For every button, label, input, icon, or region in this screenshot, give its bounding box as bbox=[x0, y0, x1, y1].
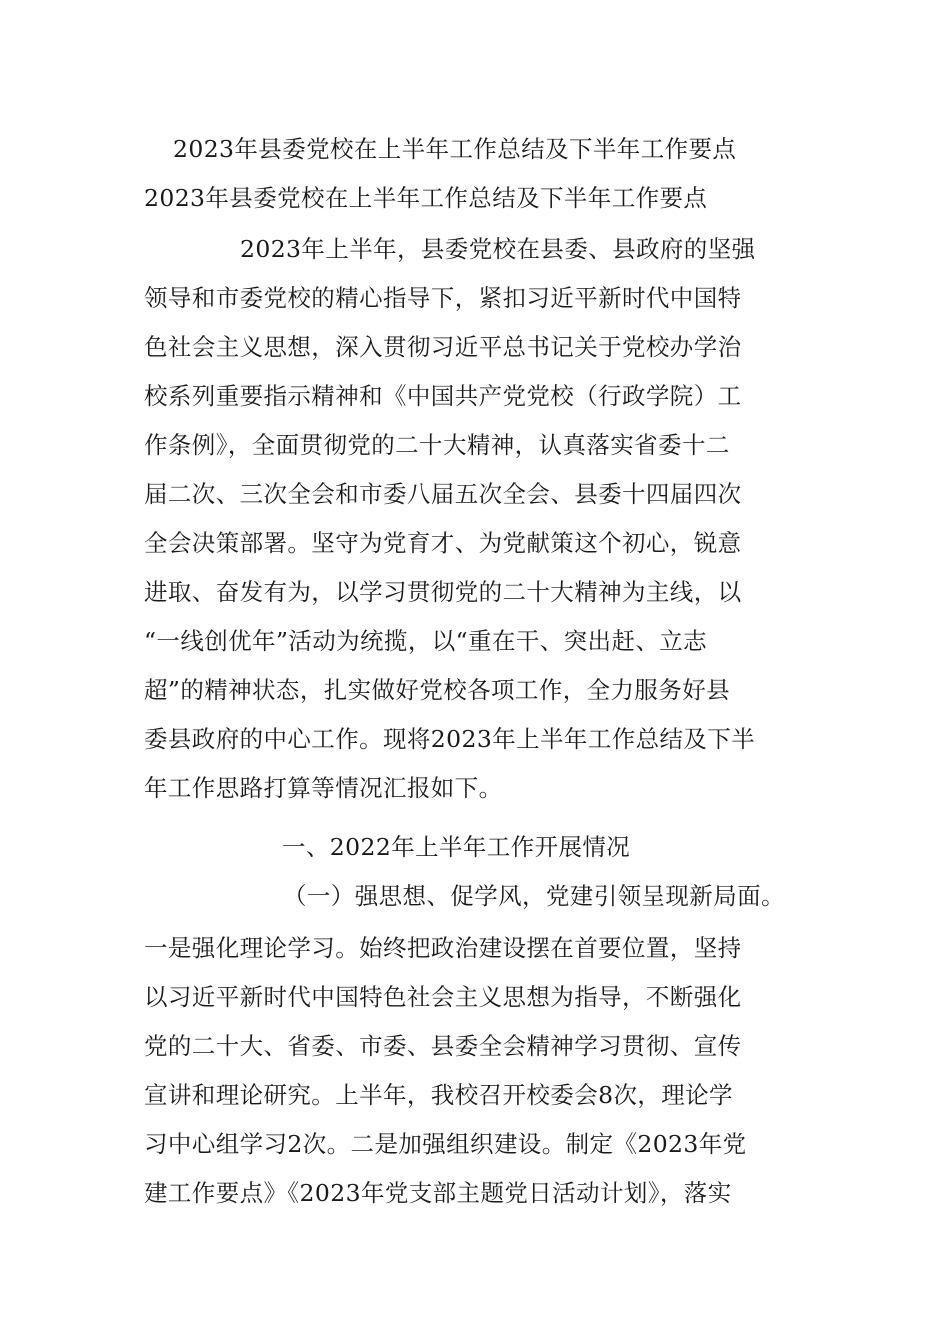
intro-paragraph-line: 届二次、三次全会和市委八届五次全会、县委十四届四次 bbox=[144, 480, 742, 508]
section-paragraph-line: 党的二十大、省委、市委、县委全会精神学习贯彻、宣传 bbox=[144, 1032, 742, 1060]
section-paragraph-line: 一是强化理论学习。始终把政治建设摆在首要位置，坚持 bbox=[144, 934, 742, 962]
intro-paragraph-line: “一线创优年”活动为统揽，以“重在干、突出赶、立志 bbox=[144, 627, 708, 655]
intro-paragraph-line: 作条例》，全面贯彻党的二十大精神，认真落实省委十二 bbox=[144, 431, 730, 459]
intro-paragraph-line: 校系列重要指示精神和《中国共产党党校（行政学院）工 bbox=[144, 382, 742, 410]
intro-paragraph-line: 年工作思路打算等情况汇报如下。 bbox=[144, 774, 503, 802]
section-paragraph-line: 建工作要点》《2023年党支部主题党日活动计划》，落实 bbox=[144, 1179, 732, 1207]
intro-paragraph-line: 领导和市委党校的精心指导下，紧扣习近平新时代中国特 bbox=[144, 284, 742, 312]
intro-paragraph-line: 进取、奋发有为，以学习贯彻党的二十大精神为主线，以 bbox=[144, 578, 742, 606]
section-paragraph-line: 宣讲和理论研究。上半年，我校召开校委会8次，理论学 bbox=[144, 1081, 733, 1109]
intro-paragraph-line: 全会决策部署。坚守为党育才、为党献策这个初心，锐意 bbox=[144, 529, 742, 557]
document-title-repeat: 2023年县委党校在上半年工作总结及下半年工作要点 bbox=[144, 184, 708, 212]
intro-paragraph-line: 委县政府的中心工作。现将2023年上半年工作总结及下半 bbox=[144, 725, 756, 753]
section-heading: 一、2022年上半年工作开展情况 bbox=[282, 833, 631, 861]
intro-paragraph-line: 色社会主义思想，深入贯彻习近平总书记关于党校办学治 bbox=[144, 333, 742, 361]
subsection-heading: （一）强思想、促学风，党建引领呈现新局面。 bbox=[283, 882, 785, 910]
section-paragraph-line: 习中心组学习2次。二是加强组织建设。制定《2023年党 bbox=[144, 1130, 747, 1158]
intro-paragraph-line: 超”的精神状态，扎实做好党校各项工作，全力服务好县 bbox=[144, 676, 731, 704]
section-paragraph-line: 以习近平新时代中国特色社会主义思想为指导，不断强化 bbox=[144, 983, 742, 1011]
document-title: 2023年县委党校在上半年工作总结及下半年工作要点 bbox=[173, 135, 737, 163]
intro-paragraph-line: 2023年上半年，县委党校在县委、县政府的坚强 bbox=[240, 235, 756, 263]
